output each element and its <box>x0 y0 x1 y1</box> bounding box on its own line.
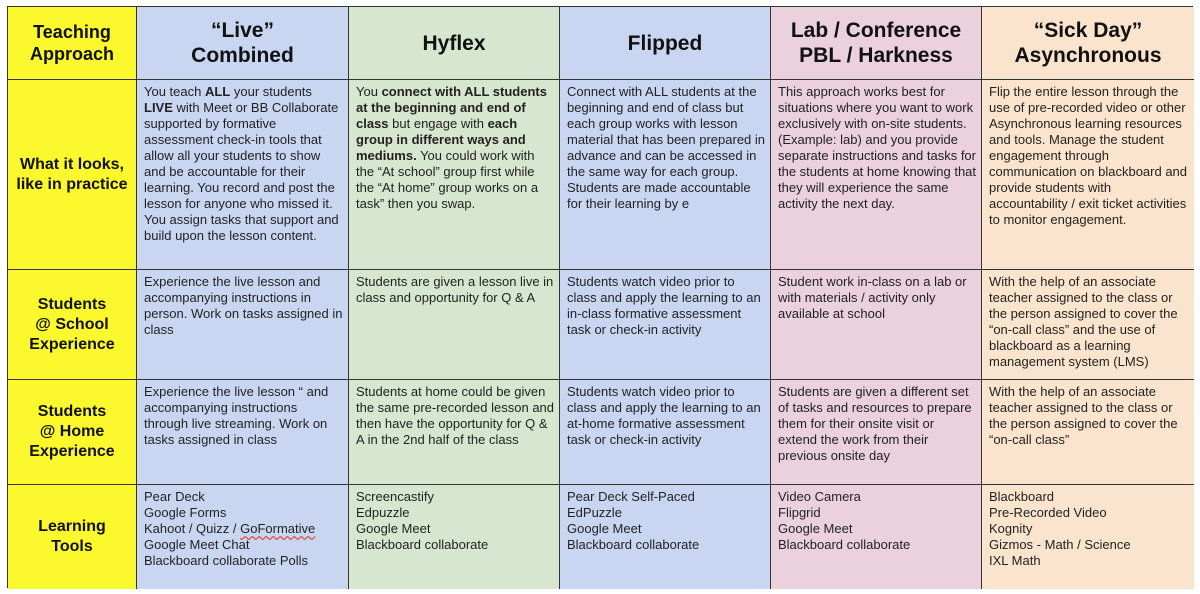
row-header-school <box>8 270 137 380</box>
tool-item-spellcheck-word: GoFormative <box>240 521 316 536</box>
column-header-sick-line2: Asynchronous <box>1014 44 1162 67</box>
row-header-home-line2: @ Home <box>39 423 105 440</box>
bold-run: LIVE <box>144 100 173 115</box>
text-run: You teach <box>144 84 205 99</box>
bold-run: each group in different ways and mediums. <box>356 116 526 163</box>
row-header-home-line1: Students <box>37 403 107 420</box>
cell-school-live: Experience the live lesson and accompanying instructions in person. Work on tasks assigned in class <box>137 270 349 380</box>
bold-run: connect with ALL students at the beginning and end of class <box>356 84 547 131</box>
cell-school-flipped: Students watch video prior to class and apply the learning to an in-class formative assessment task or check-in activity <box>560 270 771 380</box>
tool-item: Pear Deck <box>144 489 205 504</box>
column-header-sick-day <box>982 7 1194 80</box>
cell-tools-flipped <box>560 485 771 589</box>
row-header-practice-line2: like in practice <box>16 175 128 193</box>
tool-item: Blackboard <box>989 489 1055 504</box>
cell-practice-hyflex <box>349 80 560 270</box>
cell-practice-flipped: Connect with ALL students at the beginning and end of class but each group works with lesson material that has been prepared in advance and can be accessed in the same way for each group. Students are made accountable for their learning by e <box>560 80 771 270</box>
tool-item: Pear Deck Self-Paced <box>567 489 695 504</box>
corner-line2: Approach <box>29 44 114 64</box>
cell-home-flipped: Students watch video prior to class and apply the learning to an at-home formative assessment task or check-in activity <box>560 380 771 485</box>
row-header-home-line3: Experience <box>29 443 115 460</box>
cell-tools-hyflex <box>349 485 560 589</box>
cell-tools-sick-day <box>982 485 1194 589</box>
corner-line1: Teaching <box>33 22 111 42</box>
corner-header <box>8 7 137 80</box>
tool-item: Google Meet <box>356 521 431 536</box>
tool-item: Gizmos - Math / Science <box>989 537 1131 552</box>
bold-run: ALL <box>204 84 231 99</box>
tool-item: Google Forms <box>144 505 227 520</box>
cell-school-hyflex: Students are given a lesson live in class and opportunity for Q & A <box>349 270 560 380</box>
tool-item <box>144 521 343 537</box>
cell-school-lab: Student work in-class on a lab or with materials / activity only available at school <box>771 270 982 380</box>
column-header-hyflex-label: Hyflex <box>422 31 486 55</box>
tool-item: Blackboard collaborate <box>356 537 489 552</box>
text-run: You <box>356 84 382 99</box>
row-header-tools-line2: Tools <box>51 538 93 555</box>
tool-item: IXL Math <box>989 553 1041 568</box>
column-header-hyflex <box>349 7 560 80</box>
tool-item: Edpuzzle <box>356 505 410 520</box>
tool-item: Blackboard collaborate Polls <box>144 553 309 568</box>
row-header-home <box>8 380 137 485</box>
row-header-tools-line1: Learning <box>38 518 106 535</box>
text-run: with Meet or BB Collaborate supported by formative assessment check-in tools that allow all your students to show and be accountable for their learning. You record and post the lesson for anyone who missed it. You assign tasks that support and build upon the lesson content. <box>144 100 339 243</box>
tool-item-part: Kahoot / Quizz / <box>144 521 241 536</box>
row-header-school-line3: Experience <box>29 335 115 353</box>
tool-item: Flipgrid <box>778 505 821 520</box>
text-run: You could work with the “At school” group first while the “At home” group works on a task” then you swap. <box>356 148 539 211</box>
cell-practice-sick-day: Flip the entire lesson through the use of pre-recorded video or other Asynchronous learning resources and tools. Manage the student engagement through communication on blackboard and provide students with accountability / exit ticket activities to monitor engagement. <box>982 80 1194 270</box>
column-header-lab-line2: PBL / Harkness <box>799 44 953 67</box>
row-header-school-line1: Students <box>37 295 107 313</box>
cell-practice-lab: This approach works best for situations where you want to work exclusively with on-site students. (Example: lab) and you provide separate instructions and tasks for the students at home knowing that they will experience the same activity the next day. <box>771 80 982 270</box>
cell-practice-live <box>137 80 349 270</box>
column-header-live-line1: “Live” <box>210 19 274 42</box>
cell-home-lab: Students are given a different set of tasks and resources to prepare them for their onsite visit or extend the work from their previous onsite day <box>771 380 982 485</box>
tool-item: Pre-Recorded Video <box>989 505 1107 520</box>
tool-item: Google Meet <box>567 521 642 536</box>
tool-item: Blackboard collaborate <box>778 537 911 552</box>
tool-item: EdPuzzle <box>567 505 622 520</box>
cell-home-hyflex: Students at home could be given the same pre-recorded lesson and then have the opportunity for Q & A in the 2nd half of the class <box>349 380 560 485</box>
row-header-practice-line1: What it looks, <box>19 155 124 173</box>
text-run: your students <box>230 84 312 99</box>
column-header-flipped-label: Flipped <box>627 31 703 55</box>
column-header-lab <box>771 7 982 80</box>
column-header-lab-line1: Lab / Conference <box>790 19 962 42</box>
cell-home-sick-day: With the help of an associate teacher assigned to the class or the person assigned to cover the “on-call class” <box>982 380 1194 485</box>
column-header-sick-line1: “Sick Day” <box>1033 19 1143 42</box>
cell-tools-live <box>137 485 349 589</box>
tool-item: Google Meet Chat <box>144 537 250 552</box>
row-header-practice <box>8 80 137 270</box>
tool-item: Kognity <box>989 521 1033 536</box>
column-header-live <box>137 7 349 80</box>
row-header-school-line2: @ School <box>35 315 109 333</box>
cell-home-live: Experience the live lesson “ and accompanying instructions through live streaming. Work on tasks assigned in class <box>137 380 349 485</box>
text-run: but engage with <box>388 116 488 131</box>
tool-item: Blackboard collaborate <box>567 537 700 552</box>
column-header-flipped <box>560 7 771 80</box>
teaching-approach-table <box>7 6 1193 588</box>
tool-item: Google Meet <box>778 521 853 536</box>
cell-school-sick-day: With the help of an associate teacher assigned to the class or the person assigned to cover the “on-call class” and the use of blackboard as a learning management system (LMS) <box>982 270 1194 380</box>
cell-tools-lab <box>771 485 982 589</box>
tool-item: Screencastify <box>356 489 435 504</box>
column-header-live-line2: Combined <box>191 44 294 67</box>
tool-item: Video Camera <box>778 489 861 504</box>
row-header-tools <box>8 485 137 589</box>
